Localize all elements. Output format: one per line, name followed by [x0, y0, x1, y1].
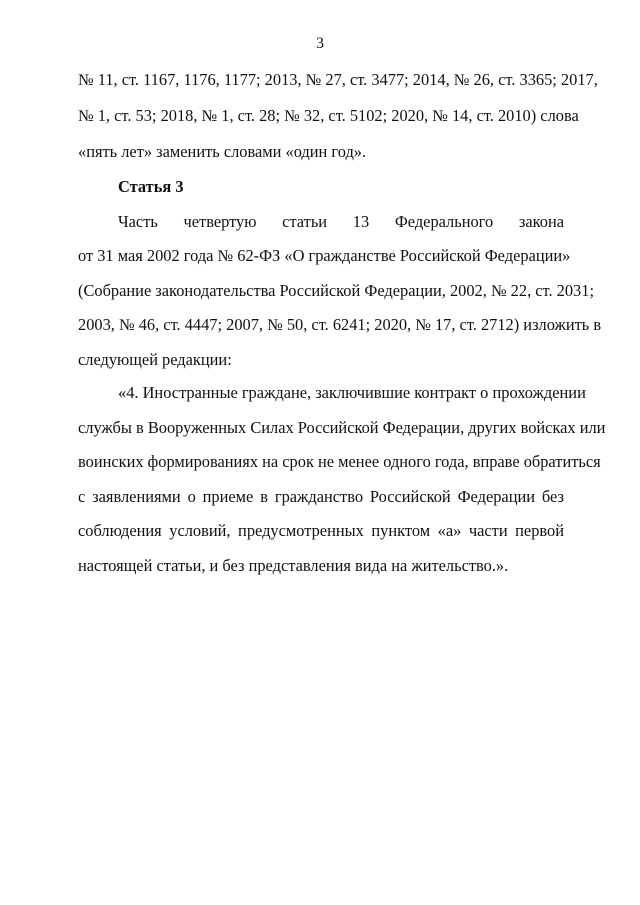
page-number: 3 — [316, 35, 324, 52]
text-line: «4. Иностранные граждане, заключившие контракт о прохождении — [118, 383, 586, 402]
text-line: следующей редакции: — [78, 350, 232, 369]
text-line: № 1, ст. 53; 2018, № 1, ст. 28; № 32, ст. 5102; 2020, № 14, ст. 2010) слова — [78, 106, 579, 125]
text-line: Часть четвертую статьи 13 Федерального закона — [118, 212, 564, 231]
text-line: 2003, № 46, ст. 4447; 2007, № 50, ст. 6241; 2020, № 17, ст. 2712) изложить в — [78, 315, 602, 334]
text-line: службы в Вооруженных Силах Российской Федерации, других войсках или — [78, 418, 606, 437]
text-line: «пять лет» заменить словами «один год». — [78, 142, 367, 161]
text-line: № 11, ст. 1167, 1176, 1177; 2013, № 27, ст. 3477; 2014, № 26, ст. 3365; 2017, — [78, 70, 598, 89]
text-line: воинских формированиях на срок не менее одного года, вправе обратиться — [78, 452, 601, 471]
text-line: от 31 мая 2002 года № 62-ФЗ «О гражданстве Российской Федерации» — [78, 246, 571, 265]
text-line: (Собрание законодательства Российской Федерации, 2002, № 22, ст. 2031; — [78, 281, 595, 300]
text-line: с заявлениями о приеме в гражданство Российской Федерации без — [78, 487, 564, 506]
text-line: соблюдения условий, предусмотренных пунктом «а» части первой — [78, 521, 564, 540]
text-line: настоящей статьи, и без представления вида на жительство.». — [78, 556, 509, 575]
article-heading: Статья 3 — [118, 177, 184, 196]
